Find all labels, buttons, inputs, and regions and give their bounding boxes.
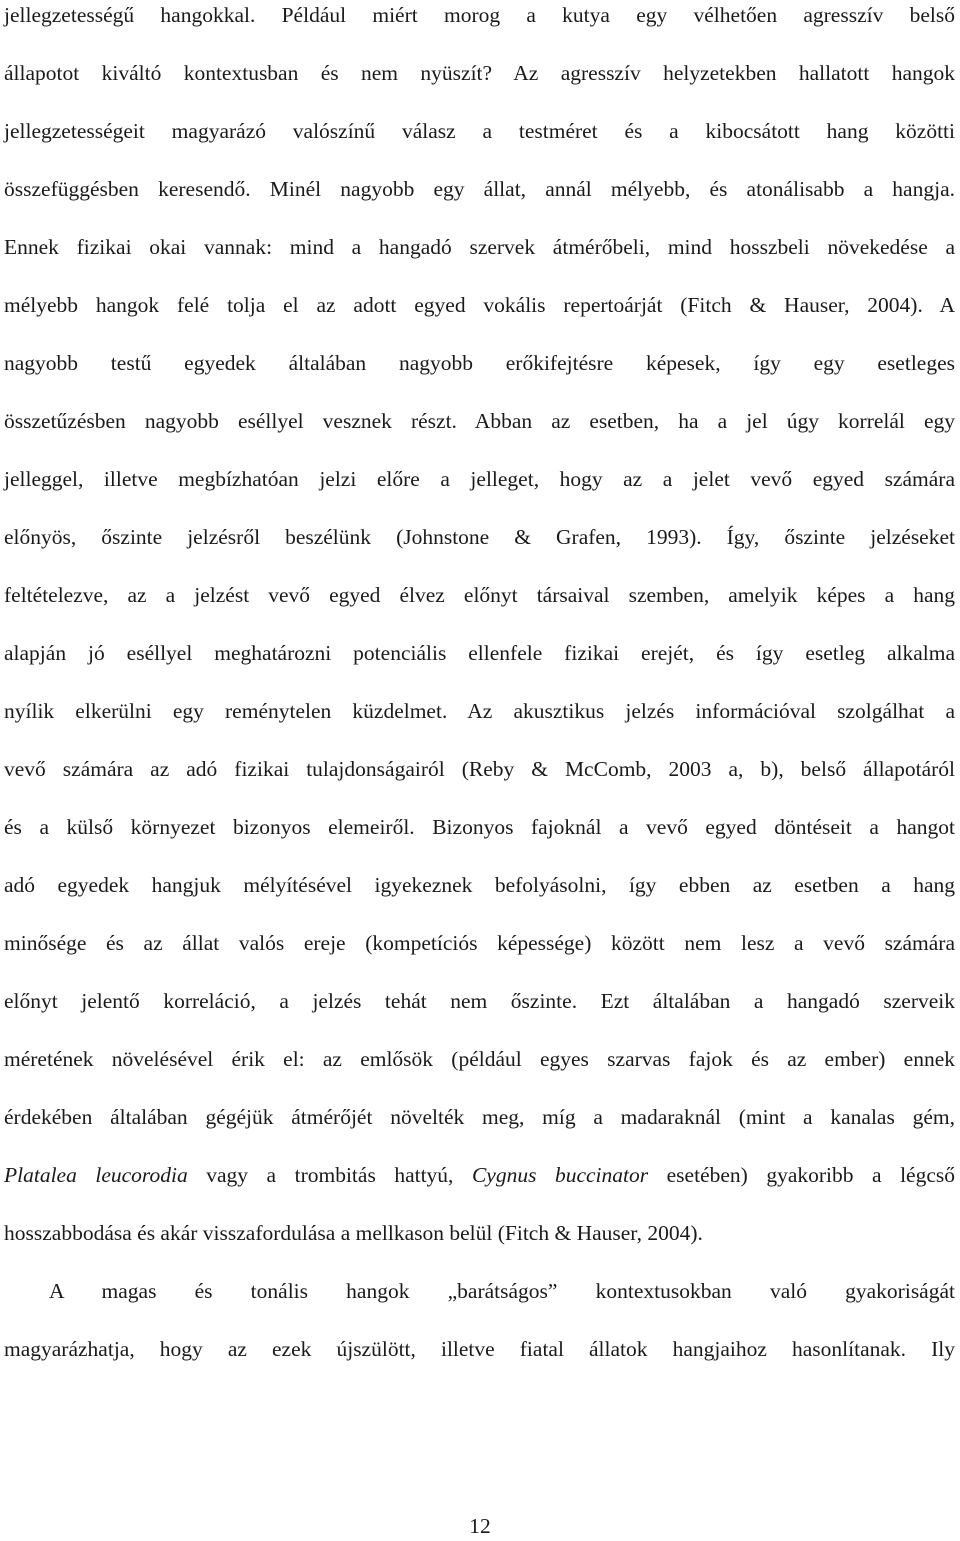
paragraph-last-line: hosszabbodása és akár visszafordulása a mellkason belül (Fitch & Hauser, 2004).	[4, 1221, 703, 1245]
text-line: magyarázhatja, hogy az ezek újszülött, illetve fiatal állatok hangjaihoz hasonlítanak. Ily	[4, 1337, 955, 1361]
text-line: méretének növelésével érik el: az emlősök (például egyes szarvas fajok és az ember) ennek	[4, 1047, 955, 1071]
species-name: Platalea leucorodia	[4, 1163, 188, 1187]
text-line-with-species	[4, 1160, 955, 1190]
text-fragment: esetében) gyakoribb a légcső	[648, 1163, 955, 1187]
text-line: vevő számára az adó fizikai tulajdonságairól (Reby & McComb, 2003 a, b), belső állapotáról	[4, 757, 955, 781]
text-line: érdekében általában gégéjük átmérőjét növelték meg, míg a madaraknál (mint a kanalas gém,	[4, 1105, 955, 1129]
text-fragment: vagy a trombitás hattyú,	[187, 1163, 472, 1187]
text-line: előnyt jelentő korreláció, a jelzés tehát nem őszinte. Ezt általában a hangadó szerveik	[4, 989, 955, 1013]
text-line: állapotot kiváltó kontextusban és nem nyüszít? Az agresszív helyzetekben hallatott hangok	[4, 61, 955, 85]
text-line: nagyobb testű egyedek általában nagyobb erőkifejtésre képesek, így egy esetleges	[4, 351, 955, 375]
text-line: mélyebb hangok felé tolja el az adott egyed vokális repertoárját (Fitch & Hauser, 2004). A	[4, 293, 955, 317]
text-line: összetűzésben nagyobb eséllyel vesznek részt. Abban az esetben, ha a jel úgy korrelál egy	[4, 409, 955, 433]
text-line: előnyös, őszinte jelzésről beszélünk (Johnstone & Grafen, 1993). Így, őszinte jelzéseket	[4, 525, 955, 549]
text-line: alapján jó eséllyel meghatározni potenciális ellenfele fizikai erejét, és így esetleg alkalma	[4, 641, 955, 665]
text-line: minősége és az állat valós ereje (kompetíciós képessége) között nem lesz a vevő számára	[4, 931, 955, 955]
text-line: Ennek fizikai okai vannak: mind a hangadó szervek átmérőbeli, mind hosszbeli növekedése a	[4, 235, 955, 259]
text-line: és a külső környezet bizonyos elemeiről. Bizonyos fajoknál a vevő egyed döntéseit a hangot	[4, 815, 955, 839]
text-line: összefüggésben keresendő. Minél nagyobb egy állat, annál mélyebb, és atonálisabb a hangja.	[4, 177, 955, 201]
page-number: 12	[469, 1514, 491, 1538]
text-line: jellegzetességeit magyarázó valószínű válasz a testméret és a kibocsátott hang közötti	[4, 119, 955, 143]
paragraph-first-line: A magas és tonális hangok „barátságos” kontextusokban való gyakoriságát	[49, 1279, 955, 1303]
text-line: feltételezve, az a jelzést vevő egyed élvez előnyt társaival szemben, amelyik képes a hang	[4, 583, 955, 607]
text-line: adó egyedek hangjuk mélyítésével igyekeznek befolyásolni, így ebben az esetben a hang	[4, 873, 955, 897]
text-line: nyílik elkerülni egy reménytelen küzdelmet. Az akusztikus jelzés információval szolgálhat a	[4, 699, 955, 723]
species-name: Cygnus buccinator	[471, 1163, 649, 1187]
text-line: jellegzetességű hangokkal. Például miért morog a kutya egy vélhetően agresszív belső	[4, 3, 955, 27]
text-line: jelleggel, illetve megbízhatóan jelzi előre a jelleget, hogy az a jelet vevő egyed számára	[4, 467, 955, 491]
